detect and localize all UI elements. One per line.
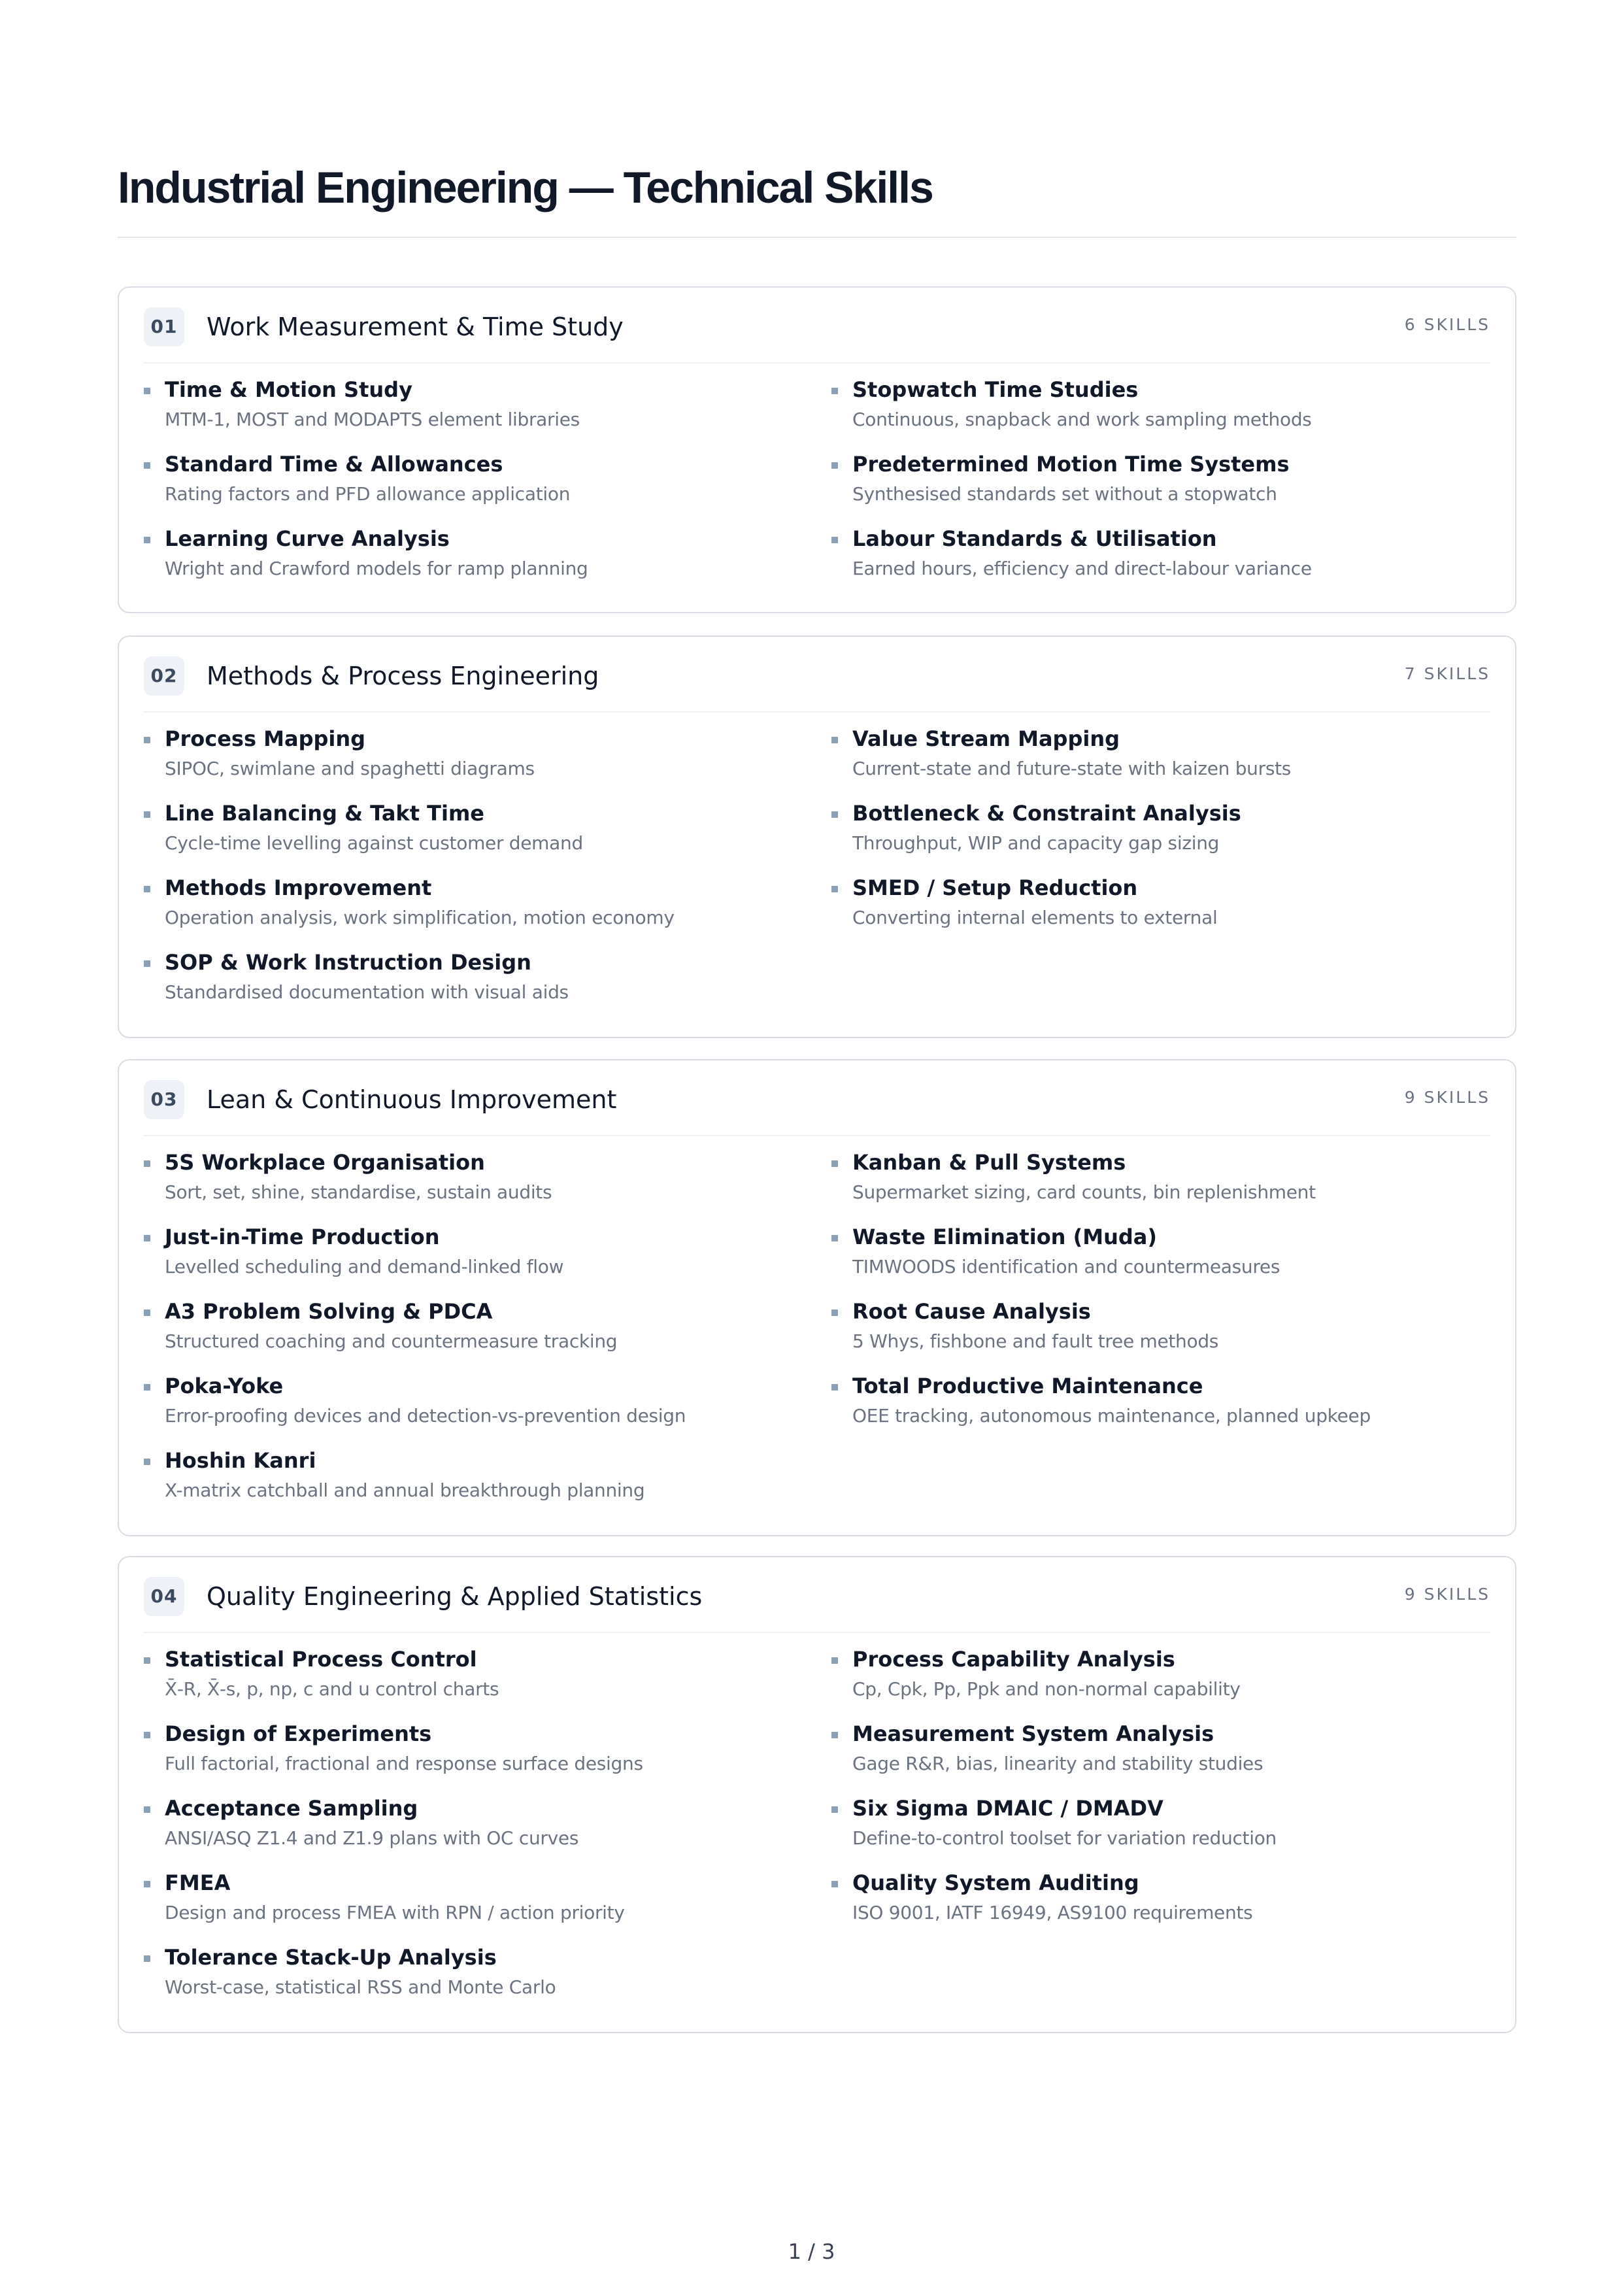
bullet-icon (831, 886, 838, 892)
skill-description: Define-to-control toolset for variation reduction (852, 1827, 1277, 1849)
bullet-icon (144, 737, 150, 743)
skill-name: Just-in-Time Production (165, 1224, 440, 1249)
skill-name: Value Stream Mapping (852, 726, 1120, 751)
skill-name: Tolerance Stack-Up Analysis (165, 1945, 497, 1970)
skill-name: Methods Improvement (165, 875, 432, 900)
skill-name: A3 Problem Solving & PDCA (165, 1299, 493, 1324)
skill-description: Structured coaching and countermeasure tracking (165, 1330, 618, 1352)
bullet-icon (144, 1309, 150, 1316)
section-skill-count: 7 SKILLS (1404, 664, 1490, 683)
title-divider (118, 237, 1516, 238)
skill-item (831, 723, 1485, 788)
skill-item (144, 1147, 797, 1212)
bullet-icon (831, 462, 838, 469)
section-title: Work Measurement & Time Study (207, 312, 624, 341)
skill-name: Six Sigma DMAIC / DMADV (852, 1796, 1163, 1821)
section-number-badge: 04 (144, 1577, 184, 1616)
bullet-icon (144, 388, 150, 394)
skill-description: Cycle-time levelling against customer demand (165, 832, 583, 854)
skill-name: Predetermined Motion Time Systems (852, 452, 1290, 477)
bullet-icon (831, 388, 838, 394)
bullet-icon (144, 1160, 150, 1167)
skill-description: Supermarket sizing, card counts, bin replenishment (852, 1181, 1316, 1203)
bullet-icon (831, 1657, 838, 1664)
skill-name: Kanban & Pull Systems (852, 1150, 1126, 1175)
skill-item (144, 798, 797, 863)
skill-description: X-matrix catchball and annual breakthrough planning (165, 1479, 645, 1501)
skill-name: Standard Time & Allowances (165, 452, 503, 477)
section-divider (144, 711, 1490, 713)
skill-description: Wright and Crawford models for ramp planning (165, 558, 588, 579)
skill-description: Synthesised standards set without a stopwatch (852, 483, 1277, 505)
skill-name: Process Capability Analysis (852, 1647, 1175, 1672)
skill-description: Earned hours, efficiency and direct-labour variance (852, 558, 1312, 579)
skill-item (831, 1644, 1485, 1709)
skill-description: ANSI/ASQ Z1.4 and Z1.9 plans with OC curves (165, 1827, 579, 1849)
section-card-quality (118, 1556, 1516, 2033)
skill-name: FMEA (165, 1870, 231, 1895)
section-card-work-measurement (118, 286, 1516, 613)
skill-name: 5S Workplace Organisation (165, 1150, 485, 1175)
skill-item (144, 872, 797, 937)
skill-item (144, 723, 797, 788)
bullet-icon (144, 537, 150, 543)
skill-name: Root Cause Analysis (852, 1299, 1091, 1324)
skill-item (144, 1221, 797, 1287)
skill-description: OEE tracking, autonomous maintenance, planned upkeep (852, 1405, 1371, 1427)
skill-item (144, 1445, 797, 1510)
skill-description: ISO 9001, IATF 16949, AS9100 requirements (852, 1902, 1253, 1923)
bullet-icon (831, 1160, 838, 1167)
skill-name: Stopwatch Time Studies (852, 377, 1139, 402)
section-header (144, 656, 1490, 696)
bullet-icon (144, 1732, 150, 1738)
skill-item (831, 448, 1485, 514)
section-title: Quality Engineering & Applied Statistics (207, 1582, 703, 1611)
skill-item (831, 798, 1485, 863)
skill-description: Rating factors and PFD allowance application (165, 483, 571, 505)
skill-item (831, 872, 1485, 937)
bullet-icon (831, 1881, 838, 1887)
skill-description: MTM-1, MOST and MODAPTS element libraries (165, 409, 580, 430)
bullet-icon (144, 1806, 150, 1813)
page-title: Industrial Engineering — Technical Skills (118, 163, 933, 212)
skill-name: Acceptance Sampling (165, 1796, 418, 1821)
skill-item (831, 374, 1485, 439)
skill-description: Design and process FMEA with RPN / action priority (165, 1902, 625, 1923)
skill-item (831, 1793, 1485, 1858)
skill-item (144, 523, 797, 588)
skill-description: Worst-case, statistical RSS and Monte Carlo (165, 1976, 556, 1998)
skill-item (831, 1221, 1485, 1287)
skill-name: Total Productive Maintenance (852, 1374, 1203, 1398)
bullet-icon (144, 462, 150, 469)
skill-item (831, 523, 1485, 588)
skill-item (831, 1296, 1485, 1361)
skill-description: Operation analysis, work simplification, motion economy (165, 907, 675, 928)
skill-item (144, 947, 797, 1012)
skill-description: Throughput, WIP and capacity gap sizing (852, 832, 1220, 854)
bullet-icon (144, 960, 150, 967)
bullet-icon (144, 1235, 150, 1241)
skill-description: Levelled scheduling and demand-linked flow (165, 1256, 564, 1277)
skill-name: Learning Curve Analysis (165, 526, 450, 551)
skill-name: Waste Elimination (Muda) (852, 1224, 1157, 1249)
bullet-icon (831, 737, 838, 743)
skill-description: Continuous, snapback and work sampling methods (852, 409, 1312, 430)
skill-item (144, 1793, 797, 1858)
skill-description: Error-proofing devices and detection-vs-prevention design (165, 1405, 686, 1427)
skill-item (144, 1296, 797, 1361)
skill-item (831, 1718, 1485, 1783)
section-skill-count: 9 SKILLS (1404, 1088, 1490, 1107)
section-divider (144, 1135, 1490, 1136)
bullet-icon (831, 1806, 838, 1813)
section-header (144, 307, 1490, 346)
skill-name: Poka-Yoke (165, 1374, 284, 1398)
section-number-badge: 02 (144, 656, 184, 696)
skill-item (144, 1867, 797, 1933)
skill-name: Design of Experiments (165, 1721, 432, 1746)
bullet-icon (144, 1955, 150, 1962)
bullet-icon (831, 1309, 838, 1316)
section-number-badge: 03 (144, 1080, 184, 1119)
bullet-icon (831, 537, 838, 543)
skill-item (144, 1942, 797, 2007)
skill-description: Current-state and future-state with kaizen bursts (852, 758, 1292, 779)
skill-item (144, 1644, 797, 1709)
skill-name: Bottleneck & Constraint Analysis (852, 801, 1241, 826)
skill-item (831, 1147, 1485, 1212)
skill-name: Hoshin Kanri (165, 1448, 316, 1473)
section-header (144, 1080, 1490, 1119)
skill-description: Sort, set, shine, standardise, sustain audits (165, 1181, 552, 1203)
skill-description: Converting internal elements to external (852, 907, 1218, 928)
section-skill-count: 9 SKILLS (1404, 1585, 1490, 1604)
section-divider (144, 1632, 1490, 1633)
skill-description: Standardised documentation with visual aids (165, 981, 569, 1003)
skill-description: X̄-R, X̄-s, p, np, c and u control charts (165, 1678, 499, 1700)
bullet-icon (144, 1881, 150, 1887)
skill-name: Statistical Process Control (165, 1647, 477, 1672)
section-header (144, 1577, 1490, 1616)
bullet-icon (831, 811, 838, 818)
skill-name: Process Mapping (165, 726, 366, 751)
section-card-methods-process (118, 635, 1516, 1038)
section-skill-count: 6 SKILLS (1404, 315, 1490, 334)
bullet-icon (831, 1235, 838, 1241)
skill-name: SMED / Setup Reduction (852, 875, 1138, 900)
bullet-icon (144, 886, 150, 892)
skill-item (144, 1370, 797, 1436)
section-title: Lean & Continuous Improvement (207, 1085, 617, 1114)
bullet-icon (144, 811, 150, 818)
skill-item (144, 448, 797, 514)
section-card-lean (118, 1059, 1516, 1536)
skill-item (831, 1867, 1485, 1933)
skill-item (144, 1718, 797, 1783)
bullet-icon (144, 1459, 150, 1465)
skill-name: Labour Standards & Utilisation (852, 526, 1217, 551)
skill-description: TIMWOODS identification and countermeasures (852, 1256, 1280, 1277)
bullet-icon (144, 1657, 150, 1664)
skill-item (831, 1370, 1485, 1436)
skill-description: Cp, Cpk, Pp, Ppk and non-normal capability (852, 1678, 1241, 1700)
skill-description: Gage R&R, bias, linearity and stability studies (852, 1753, 1263, 1774)
skill-name: Time & Motion Study (165, 377, 412, 402)
skill-name: Measurement System Analysis (852, 1721, 1214, 1746)
skill-name: Line Balancing & Takt Time (165, 801, 484, 826)
section-number-badge: 01 (144, 307, 184, 346)
page-number: 1 / 3 (788, 2239, 835, 2264)
bullet-icon (831, 1732, 838, 1738)
skill-name: Quality System Auditing (852, 1870, 1139, 1895)
bullet-icon (144, 1384, 150, 1391)
skill-item (144, 374, 797, 439)
bullet-icon (831, 1384, 838, 1391)
skill-name: SOP & Work Instruction Design (165, 950, 531, 975)
section-title: Methods & Process Engineering (207, 662, 599, 690)
skill-description: SIPOC, swimlane and spaghetti diagrams (165, 758, 535, 779)
section-divider (144, 362, 1490, 363)
skill-description: Full factorial, fractional and response surface designs (165, 1753, 643, 1774)
skill-description: 5 Whys, fishbone and fault tree methods (852, 1330, 1219, 1352)
